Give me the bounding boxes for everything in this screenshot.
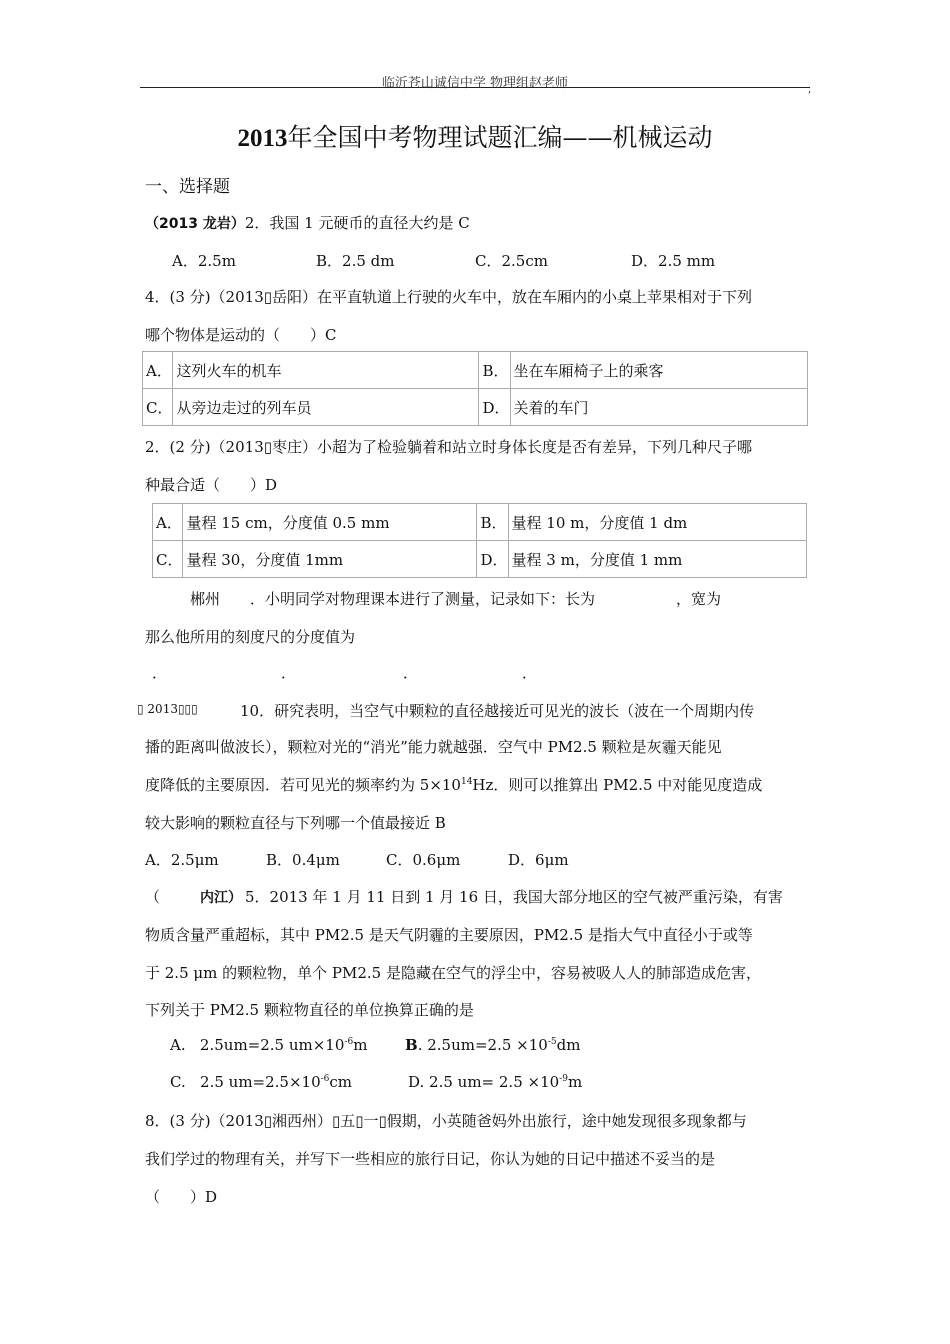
question-3-line-1: 2．(2 分)（2013▯枣庄）小超为了检验躺着和站立时身体长度是否有差异，下列几种尺子哪: [145, 438, 752, 456]
question-7-line-2: 我们学过的物理有关，并写下一些相应的旅行日记，你认为她的日记中描述不妥当的是: [145, 1150, 716, 1168]
option-label: C.: [170, 1073, 186, 1091]
question-1-option-a: A．2.5m: [172, 252, 236, 270]
exponent: -5: [547, 1037, 557, 1047]
question-5-line-3: [145, 774, 762, 795]
option-text: 从旁边走过的列车员: [173, 389, 479, 426]
option-text: 量程 15 cm，分度值 0.5 mm: [183, 504, 477, 541]
question-6-option-a: [170, 1036, 367, 1054]
question-4-line-2: 那么他所用的刻度尺的分度值为: [145, 628, 356, 646]
title-year: 2013: [237, 125, 288, 152]
option-label: B．: [479, 352, 510, 389]
question-4-width-label: ，宽为: [676, 590, 722, 608]
option-text: 2.5um=2.5 um×10: [199, 1036, 345, 1054]
question-5-line-3-text: 度降低的主要原因．若可见光的频率约为 5×10: [145, 776, 461, 794]
question-1-option-b: B．2.5 dm: [316, 252, 395, 270]
option-text: 这列火车的机车: [173, 352, 479, 389]
question-4-source: 郴州: [190, 590, 221, 608]
title-text: 年全国中考物理试题汇编——机械运动: [287, 123, 713, 152]
question-5-line-3-text-b: Hz．则可以推算出 PM2.5 中对能见度造成: [472, 776, 763, 794]
option-unit: dm: [556, 1036, 581, 1054]
question-7-line-1: 8．(3 分)（2013▯湘西州）▯五▯一▯假期，小英随爸妈外出旅行，途中她发现很多现象都与: [145, 1112, 747, 1130]
option-label: C．: [143, 389, 173, 426]
question-2-line-1: 4．(3 分)（2013▯岳阳）在平直轨道上行驶的火车中，放在车厢内的小桌上苹果相对于下列: [145, 288, 752, 306]
question-7-line-3: （ ）D: [145, 1188, 218, 1206]
option-unit: cm: [329, 1073, 353, 1091]
option-label: A．: [143, 352, 173, 389]
exponent: -6: [344, 1037, 354, 1047]
question-6-line-1: 5．2013 年 1 月 11 日到 1 月 16 日，我国大部分地区的空气被严重污染，有害: [245, 888, 783, 906]
question-5-option-d: D．6μm: [508, 851, 569, 869]
table-row: [143, 352, 808, 389]
header-mark: ,: [808, 84, 812, 95]
question-6-line-4: 下列关于 PM2.5 颗粒物直径的单位换算正确的是: [145, 1001, 474, 1019]
option-text: 2.5 um= 2.5 ×10: [429, 1073, 560, 1091]
question-1-option-c: C．2.5cm: [475, 252, 548, 270]
question-4-option-b: ．: [281, 664, 297, 682]
option-text: 量程 10 m，分度值 1 dm: [508, 504, 806, 541]
exponent: -6: [320, 1074, 330, 1084]
question-5-line-1: 10．研究表明，当空气中颗粒的直径越接近可见光的波长（波在一个周期内传: [240, 702, 755, 720]
option-unit: m: [353, 1036, 368, 1054]
question-6-paren: （: [145, 888, 161, 906]
question-6-source: 内江）: [200, 890, 242, 906]
table-row: [153, 504, 807, 541]
option-text: 量程 30，分度值 1mm: [183, 541, 477, 578]
question-1-text: 2．我国 1 元硬币的直径大约是 C: [244, 214, 470, 232]
option-label: B．: [477, 504, 508, 541]
exponent: 14: [460, 777, 473, 787]
question-1-stem: [145, 212, 470, 233]
option-text: 坐在车厢椅子上的乘客: [510, 352, 807, 389]
question-1-source: （2013 龙岩）: [145, 216, 245, 232]
question-4-option-d: ．: [522, 664, 538, 682]
table-row: [153, 541, 807, 578]
table-row: [143, 389, 808, 426]
question-2-line-2: 哪个物体是运动的（ ）C: [145, 326, 337, 344]
question-6-line-2: 物质含量严重超标，其中 PM2.5 是天气阴霾的主要原因，PM2.5 是指大气中直径小于或等: [145, 926, 753, 944]
question-6-option-b: [405, 1036, 580, 1054]
question-5-line-2: 播的距离叫做波长），颗粒对光的“消光”能力就越强．空气中 PM2.5 颗粒是灰霾天能见: [145, 738, 722, 756]
question-3-options-table: [152, 503, 807, 578]
section-heading: 一、选择题: [145, 177, 230, 197]
question-5-source: ▯ 2013▯▯▯: [137, 702, 198, 716]
question-2-options-table: [142, 351, 808, 426]
option-text: 量程 3 m，分度值 1 mm: [508, 541, 806, 578]
page-title: [0, 118, 950, 154]
question-5-option-a: A．2.5μm: [145, 851, 219, 869]
exponent: -9: [559, 1074, 568, 1084]
question-4-option-c: ．: [403, 664, 419, 682]
option-label: A．: [153, 504, 183, 541]
option-label: D.: [408, 1073, 425, 1091]
question-4-text: ．小明同学对物理课本进行了测量，记录如下：长为: [250, 590, 596, 608]
question-4-option-a: ．: [152, 664, 168, 682]
question-5-option-b: B．0.4μm: [266, 851, 340, 869]
question-5-option-c: C．0.6μm: [386, 851, 461, 869]
option-label: D．: [479, 389, 510, 426]
option-text: 关着的车门: [510, 389, 807, 426]
option-label: A.: [170, 1036, 186, 1054]
page-header: 临沂苍山诚信中学 物理组赵老师: [381, 76, 569, 91]
question-3-line-2: 种最合适（ ）D: [145, 476, 278, 494]
question-1-option-d: D．2.5 mm: [631, 252, 716, 270]
option-label: D．: [477, 541, 508, 578]
option-label: B: [405, 1036, 418, 1054]
question-5-line-4: 较大影响的颗粒直径与下列哪一个值最接近 B: [145, 814, 446, 832]
header-rule: [140, 87, 810, 88]
option-label: C．: [153, 541, 183, 578]
question-6-option-d: [408, 1073, 582, 1091]
option-text: 2.5 um=2.5×10: [200, 1073, 321, 1091]
question-6-option-c: [170, 1073, 352, 1091]
option-unit: m: [567, 1073, 583, 1091]
option-text: . 2.5um=2.5 ×10: [417, 1036, 548, 1054]
question-6-line-3: 于 2.5 μm 的颗粒物，单个 PM2.5 是隐藏在空气的浮尘中，容易被吸人人的肺部造成危害，: [145, 964, 761, 982]
